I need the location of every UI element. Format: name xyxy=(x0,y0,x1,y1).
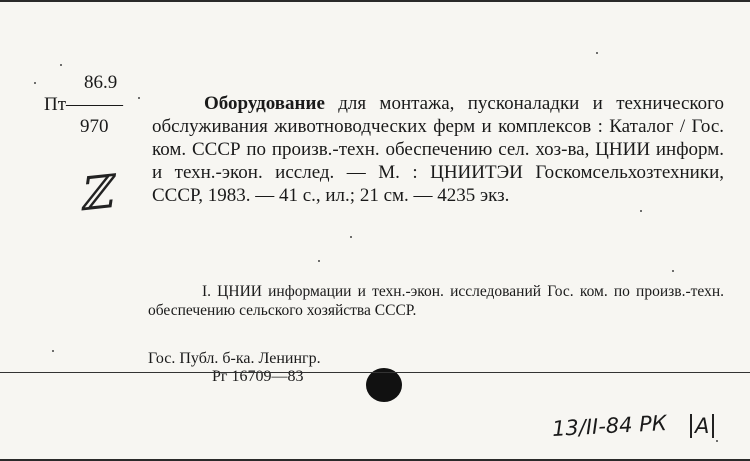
bibliographic-entry xyxy=(152,92,724,207)
speck xyxy=(34,82,36,84)
library-name: Гос. Публ. б-ка. Ленингр. xyxy=(148,350,321,367)
speck xyxy=(138,97,140,99)
entry-title: Оборудование xyxy=(204,93,325,114)
classification-bottom: 970 xyxy=(80,116,109,137)
speck xyxy=(350,236,352,238)
classification-top: 86.9 xyxy=(84,72,118,93)
classification-code xyxy=(44,72,132,138)
entry-body: для монтажа, пусконаладки и технического обслуживания животноводческих ферм и комплексов : Каталог / Гос. ком. СССР по произв.-техн. обеспечению сел. хоз-ва, ЦНИИ информ. и техн.-экон. исслед. — М. : ЦНИИТЭИ Госкомсельхозтехники, СССР, 1983. — 41 с., ил.; 21 см. — 4235 экз. xyxy=(152,93,724,206)
classification-middle: Пт——— xyxy=(44,94,124,115)
handwritten-mark: ℤ xyxy=(75,164,115,222)
shelf-mark: Рг 16709—83 xyxy=(212,368,304,385)
handwritten-date: 13/II-84 РК xyxy=(551,411,668,441)
speck xyxy=(60,64,62,66)
library-info xyxy=(148,350,321,386)
added-entry-note: I. ЦНИИ информации и техн.-экон. исследований Гос. ком. по произв.-техн. обеспечению сельского хозяйства СССР. xyxy=(148,283,724,319)
speck xyxy=(52,350,54,352)
ink-blot-stamp xyxy=(366,368,402,402)
speck xyxy=(640,210,642,212)
handwritten-code: А xyxy=(690,414,714,438)
speck xyxy=(596,52,598,54)
speck xyxy=(318,260,320,262)
speck xyxy=(672,270,674,272)
divider-line xyxy=(0,372,750,373)
speck xyxy=(716,440,718,442)
